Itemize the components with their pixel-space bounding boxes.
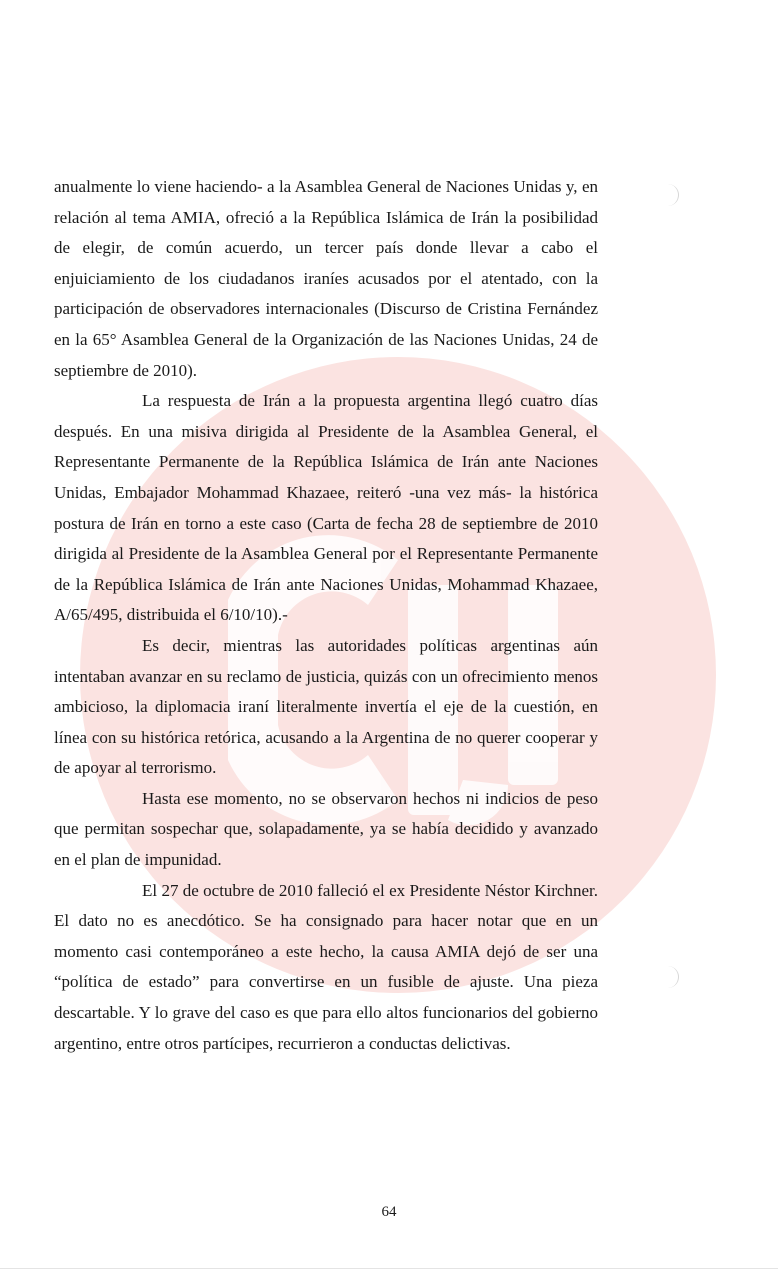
paragraph-5: El 27 de octubre de 2010 falleció el ex Presidente Néstor Kirchner. El dato no es anecdótico. Se ha consignado para hacer notar que en un momento casi contemporáneo a este hecho, la causa AMIA dejó de ser una “política de estado” para convertirse en un fusible de ajuste. Una pieza descartable. Y lo grave del caso es que para ello altos funcionarios del gobierno argentino, entre otros partícipes, recurrieron a conductas delictivas. bbox=[54, 880, 598, 1053]
paragraph-4: Hasta ese momento, no se observaron hechos ni indicios de peso que permitan sospechar que, solapadamente, ya se había decidido y avanzado en el plan de impunidad. bbox=[54, 788, 598, 870]
page-number: 64 bbox=[381, 1204, 397, 1220]
paragraph-3: Es decir, mientras las autoridades políticas argentinas aún intentaban avanzar en su reclamo de justicia, quizás con un ofrecimiento menos ambicioso, la diplomacia iraní literalmente invertía el eje de la cuestión, en línea con su histórica retórica, acusando a la Argentina de no querer cooperar y de apoyar al terrorismo. bbox=[54, 635, 598, 778]
footer-rule bbox=[0, 1268, 778, 1269]
paragraph-1: anualmente lo viene haciendo- a la Asamblea General de Naciones Unidas y, en relación al tema AMIA, ofreció a la República Islámica de Irán la posibilidad de elegir, de común acuerdo, un tercer país donde llevar a cabo el enjuiciamiento de los ciudadanos iraníes acusados por el atentado, con la participación de observadores internacionales (Discurso de Cristina Fernández en la 65° Asamblea General de la Organización de las Naciones Unidas, 24 de septiembre de 2010). bbox=[54, 177, 598, 380]
paragraph-2: La respuesta de Irán a la propuesta argentina llegó cuatro días después. En una misiva dirigida al Presidente de la Asamblea General, el Representante Permanente de la República Islámica de Irán ante Naciones Unidas, Embajador Mohammad Khazaee, reiteró -una vez más- la histórica postura de Irán en torno a este caso (Carta de fecha 28 de septiembre de 2010 dirigida al Presidente de la Asamblea General por el Representante Permanente de la República Islámica de Irán ante Naciones Unidas, Mohammad Khazaee, A/65/495, distribuida el 6/10/10).- bbox=[54, 391, 598, 625]
margin-mark-top bbox=[668, 184, 679, 206]
body-text bbox=[54, 172, 598, 1059]
